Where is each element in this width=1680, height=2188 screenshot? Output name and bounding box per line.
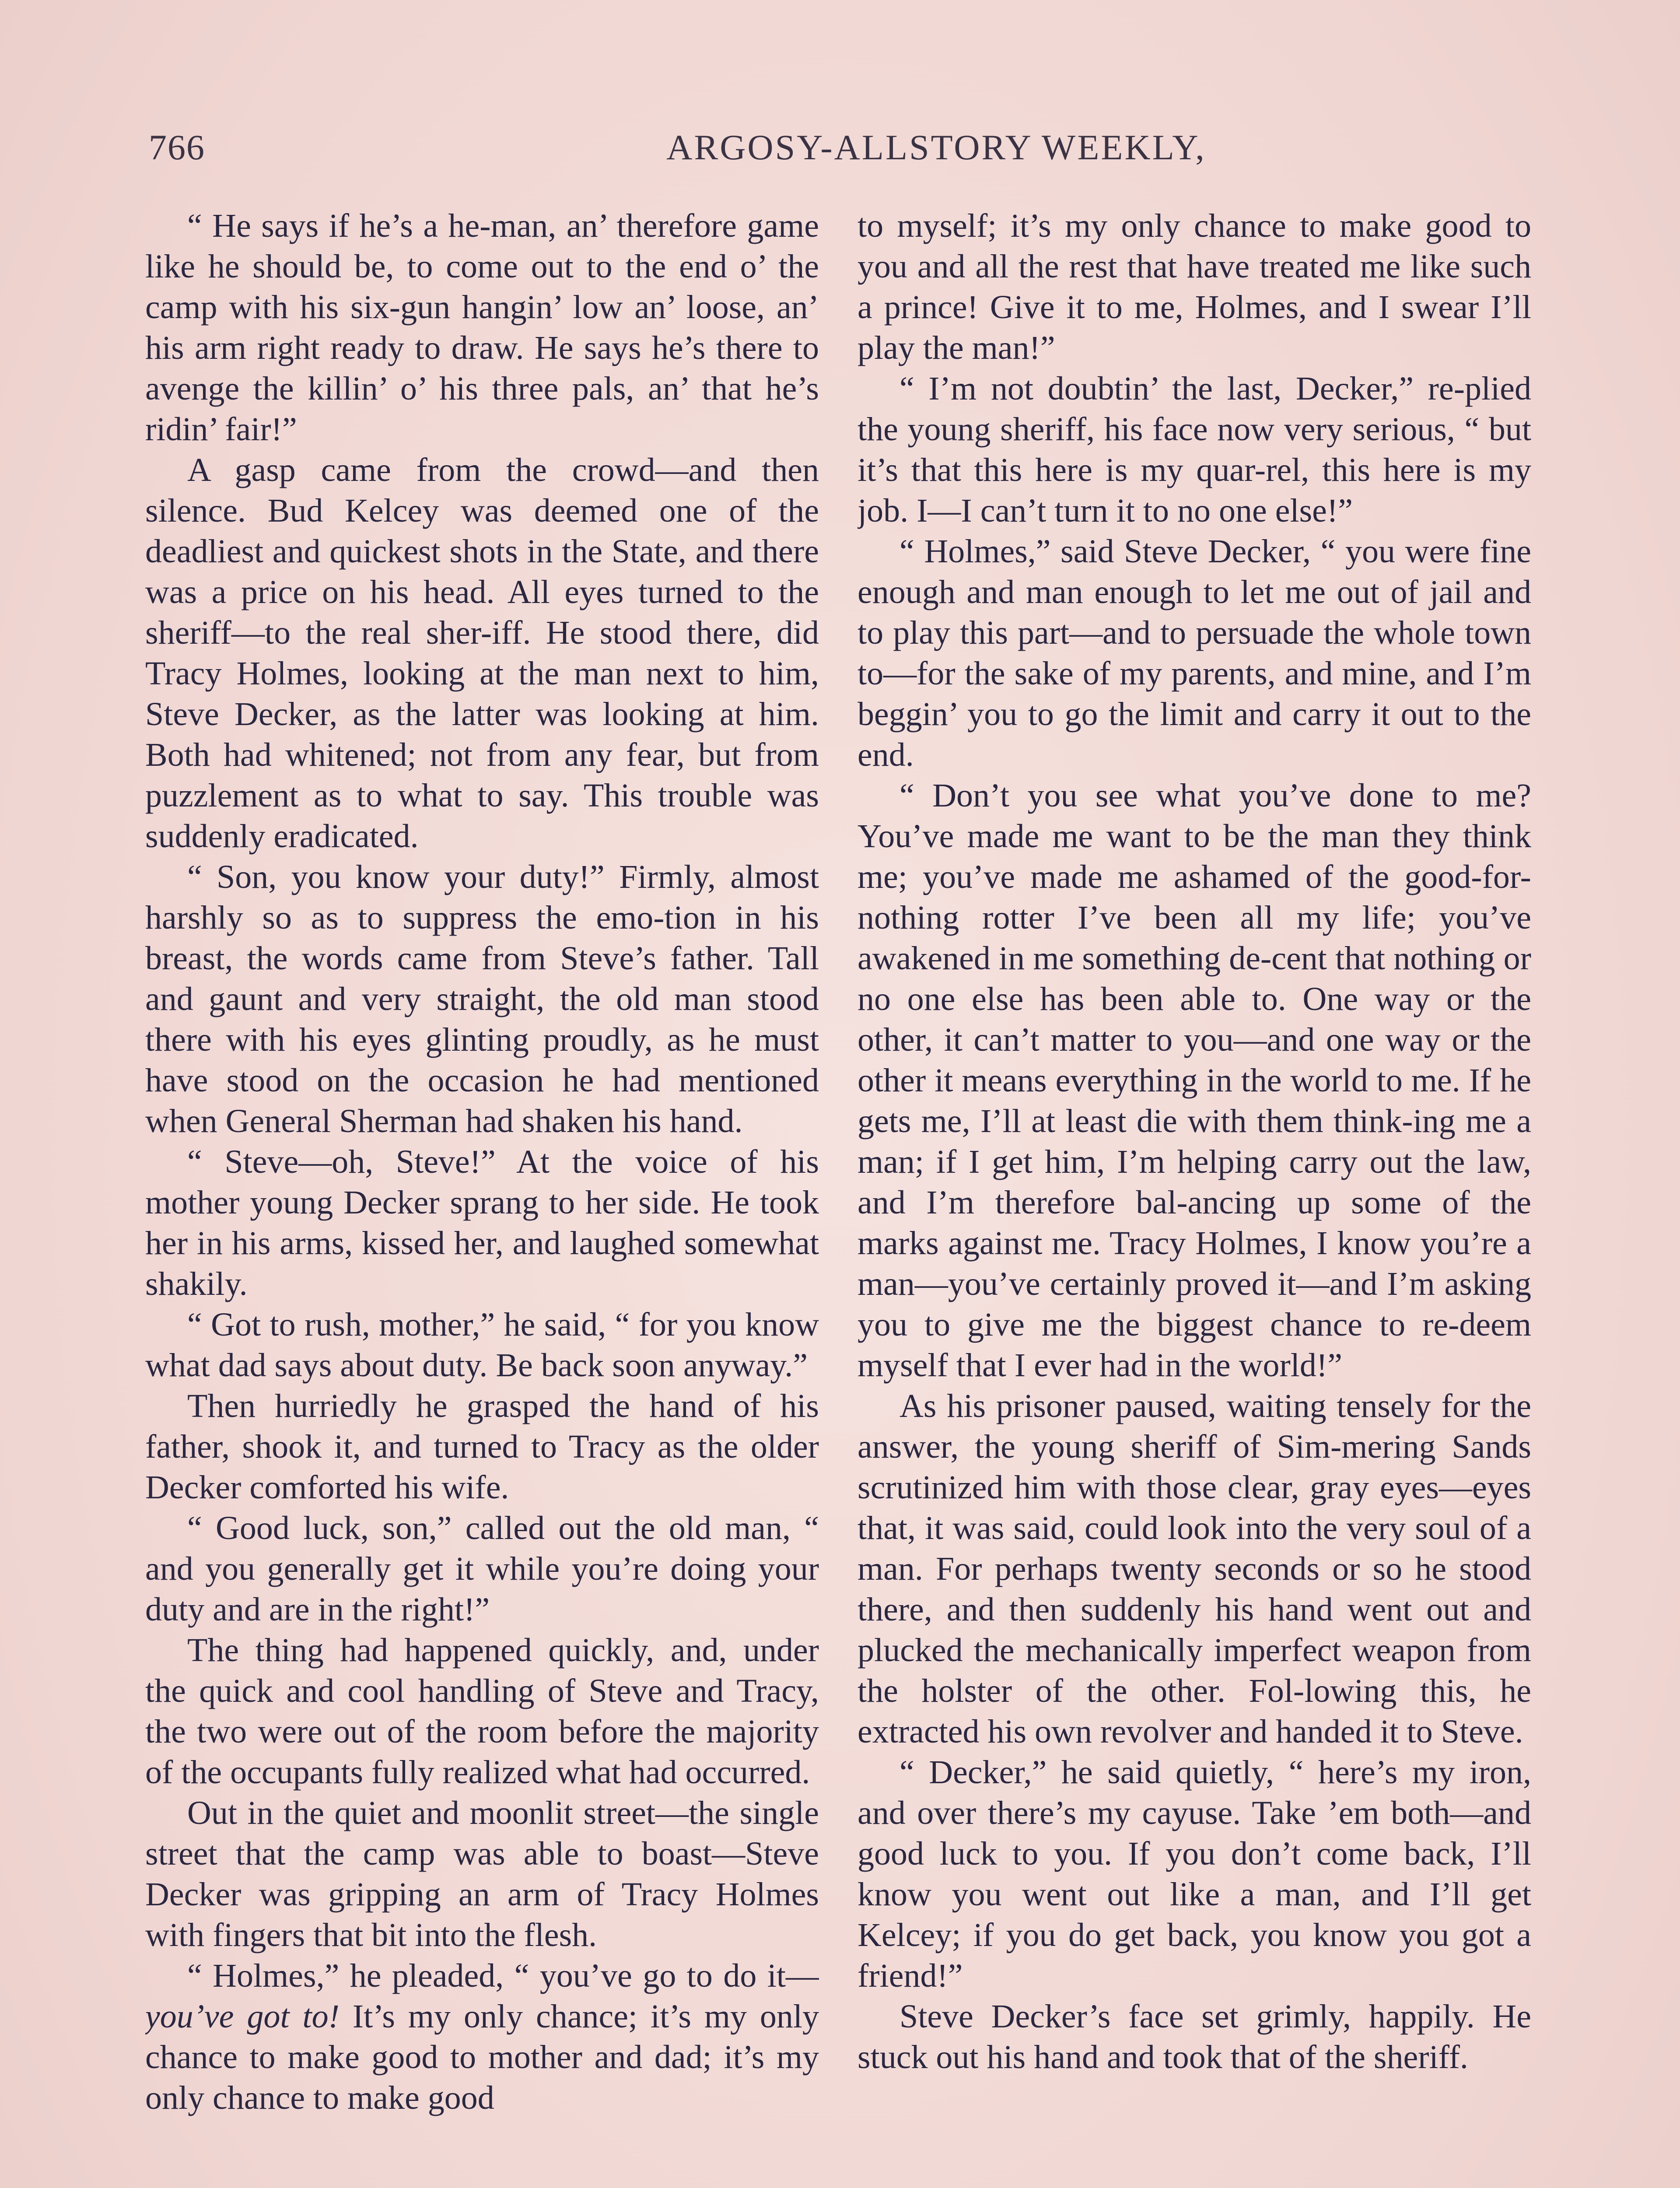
left-column — [145, 206, 819, 2188]
paragraph: “ Got to rush, mother,” he said, “ for you know what dad says about duty. Be back soon anyway.” — [145, 1306, 819, 1384]
paragraph: Then hurriedly he grasped the hand of his father, shook it, and turned to Tracy as the older Decker comforted his wife. — [145, 1388, 819, 1506]
right-column — [858, 206, 1531, 2188]
paragraph: “ I’m not doubtin’ the last, Decker,” re-plied the young sheriff, his face now very serious, “ but it’s that this here is my quar-rel, this here is my job. I—I can’t turn it to no one else!” — [858, 370, 1531, 529]
paragraph-continued — [145, 1956, 819, 2118]
paragraph: “ He says if he’s a he-man, an’ therefore game like he should be, to come out to the end o’ the camp with his six-gun hangin’ low an’ loose, an’ his arm right ready to draw. He says he’s there to avenge the killin’ o’ his three pals, an’ that he’s ridin’ fair!” — [145, 207, 819, 448]
paragraph: “ Don’t you see what you’ve done to me? You’ve made me want to be the man they think me; you’ve made me ashamed of the good-for-nothing rotter I’ve been all my life; you’ve awakened in me something de-cent that nothing or no one else has been able to. One way or the other, it can’t matter to you—and one way or the other it means everything in the world to me. If he gets me, I’ll at least die with them think-ing me a man; if I get him, I’m helping carry out the law, and I’m therefore bal-ancing up some of the marks against me. Tracy Holmes, I know you’re a man—you’ve certainly proved it—and I’m asking you to give me the biggest chance to re-deem myself that I ever had in the world!” — [858, 777, 1531, 1384]
paragraph: Out in the quiet and moonlit street—the single street that the camp was able to boast—Steve Decker was gripping an arm of Tracy Holmes with fingers that bit into the flesh. — [145, 1795, 819, 1953]
paragraph: Steve Decker’s face set grimly, happily. He stuck out his hand and took that of the sheriff. — [858, 1998, 1531, 2076]
paragraph-text: It’s my only chance; it’s my only chance to make good to mother and dad; it’s my only chance to make good — [145, 1998, 819, 2116]
page-number: 766 — [149, 127, 205, 167]
paragraph: The thing had happened quickly, and, under the quick and cool handling of Steve and Tracy, the two were out of the room before the majority of the occupants fully realized what had occurred. — [145, 1632, 819, 1791]
paragraph-text: “ Holmes,” he pleaded, “ you’ve go to do it— — [187, 1957, 819, 1994]
paragraph: As his prisoner paused, waiting tensely for the answer, the young sheriff of Sim-mering Sands scrutinized him with those clear, gray eyes—eyes that, it was said, could look into the very soul of a man. For perhaps twenty seconds or so he stood there, and then suddenly his hand went out and plucked the mechanically imperfect weapon from the holster of the other. Fol-lowing this, he extracted his own revolver and handed it to Steve. — [858, 1388, 1531, 1750]
page-header — [149, 127, 1540, 188]
paragraph: “ Holmes,” said Steve Decker, “ you were fine enough and man enough to let me out of jail and to play this part—and to persuade the whole town to—for the sake of my parents, and mine, and I’m beggin’ you to go the limit and carry it out to the end. — [858, 533, 1531, 773]
paragraph: A gasp came from the crowd—and then silence. Bud Kelcey was deemed one of the deadliest and quickest shots in the State, and there was a price on his head. All eyes turned to the sheriff—to the real sher-iff. He stood there, did Tracy Holmes, looking at the man next to him, Steve Decker, as the latter was looking at him. Both had whitened; not from any fear, but from puzzlement as to what to say. This trouble was suddenly eradicated. — [145, 452, 819, 855]
italic-emphasis: you’ve got to! — [145, 1998, 340, 2035]
paragraph: “ Son, you know your duty!” Firmly, almost harshly so as to suppress the emo-tion in his breast, the words came from Steve’s father. Tall and gaunt and very straight, the old man stood there with his eyes glinting proudly, as he must have stood on the occasion he had mentioned when General Sherman had shaken his hand. — [145, 859, 819, 1140]
running-title: ARGOSY-ALLSTORY WEEKLY, — [666, 127, 1206, 167]
paragraph: “ Good luck, son,” called out the old man, “ and you generally get it while you’re doing your duty and are in the right!” — [145, 1510, 819, 1628]
paragraph: “ Steve—oh, Steve!” At the voice of his mother young Decker sprang to her side. He took her in his arms, kissed her, and laughed somewhat shakily. — [145, 1143, 819, 1302]
paragraph-continuation: to myself; it’s my only chance to make good to you and all the rest that have treated me like such a prince! Give it to me, Holmes, and I swear I’ll play the man!” — [858, 207, 1531, 366]
paragraph: “ Decker,” he said quietly, “ here’s my iron, and over there’s my cayuse. Take ’em both—and good luck to you. If you don’t come back, I’ll know you went out like a man, and I’ll get Kelcey; if you do get back, you know you got a friend!” — [858, 1754, 1531, 1994]
